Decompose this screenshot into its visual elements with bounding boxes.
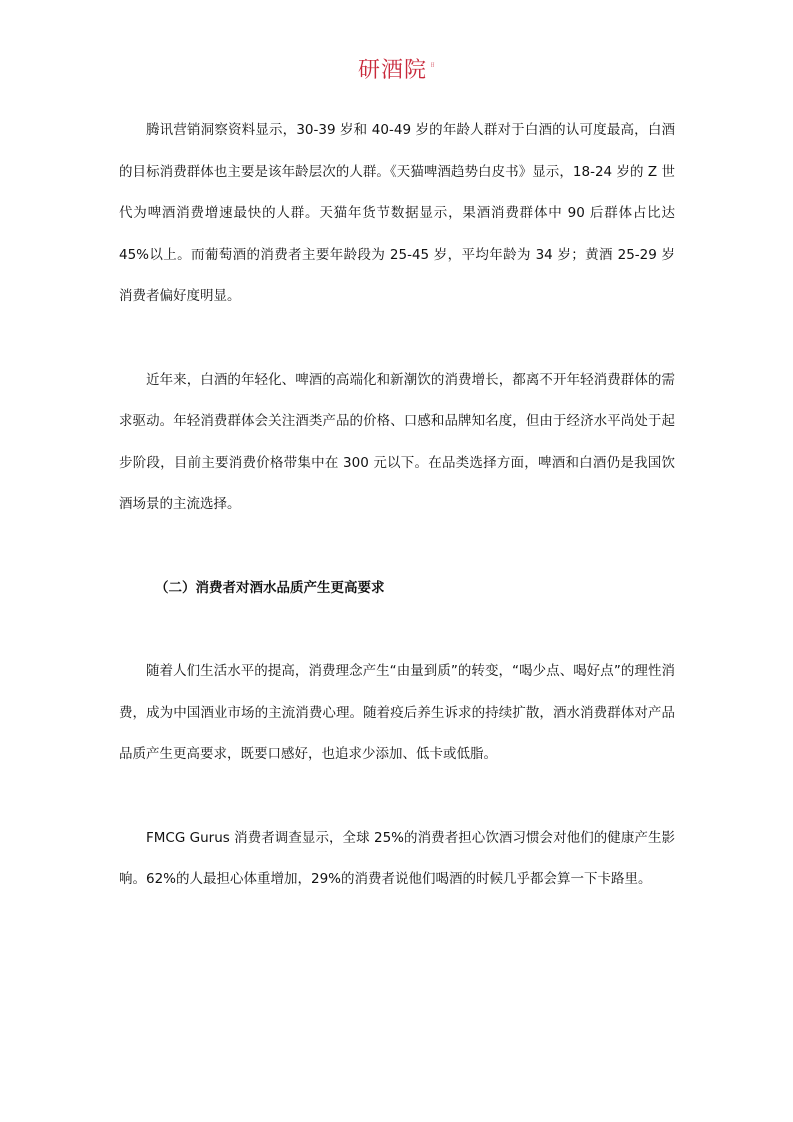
page-header (0, 56, 793, 86)
paragraph-fmcg-survey: FMCG Gurus 消费者调查显示，全球 25%的消费者担心饮酒习惯会对他们的健康产生影响。62%的人最担心体重增加，29%的消费者说他们喝酒的时候几乎都会算一下卡路里。 (119, 829, 675, 887)
logo (358, 56, 435, 86)
paragraph-age-groups: 腾讯营销洞察资料显示，30-39 岁和 40-49 岁的年龄人群对于白酒的认可度最高，白酒的目标消费群体也主要是该年龄层次的人群。《天猫啤酒趋势白皮书》显示，18-24 岁的 Z 世代为啤酒消费增速最快的人群。天猫年货节数据显示，果酒消费群体中 90 后群体占比达 45%以上。而葡萄酒的消费者主要年龄段为 25-45 岁，平均年龄为 34 岁；黄酒 25-29 岁消费者偏好度明显。 (119, 122, 675, 304)
logo-text: 研酒院 (357, 58, 427, 83)
document-body (119, 110, 675, 901)
logo-mark: 日 (429, 62, 435, 68)
section-heading: （二）消费者对酒水品质产生更高要求 (155, 579, 385, 596)
paragraph-quality-demand: 随着人们生活水平的提高，消费理念产生“由量到质”的转变，“喝少点、喝好点”的理性消费，成为中国酒业市场的主流消费心理。随着疫后养生诉求的持续扩散，酒水消费群体对产品品质产生更高要求，既要口感好，也追求少添加、低卡或低脂。 (119, 663, 675, 762)
paragraph-young-consumers: 近年来，白酒的年轻化、啤酒的高端化和新潮饮的消费增长，都离不开年轻消费群体的需求驱动。年轻消费群体会关注酒类产品的价格、口感和品牌知名度，但由于经济水平尚处于起步阶段，目前主要消费价格带集中在 300 元以下。在品类选择方面，啤酒和白酒仍是我国饮酒场景的主流选择。 (119, 371, 675, 512)
